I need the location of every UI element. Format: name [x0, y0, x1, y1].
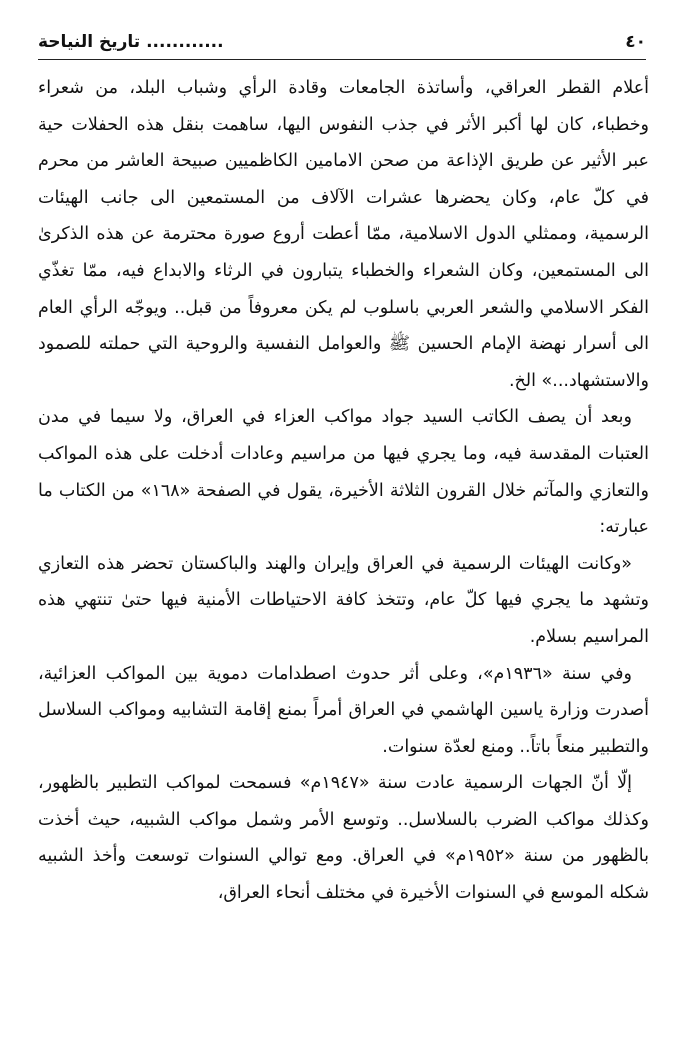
running-header — [38, 30, 646, 60]
header-title-leader: ............ — [146, 32, 224, 52]
body-text — [38, 70, 649, 912]
paragraph-1947-return: إلّا أنّ الجهات الرسمية عادت سنة «١٩٤٧م» فسمحت لمواكب التطبير بالظهور، وكذلك مواكب الضرب بالسلاسل.. وتوسع الأمر وشمل مواكب الشبيه، حيث أخذت بالظهور من سنة «١٩٥٢م» في العراق. ومع توالي السنوات توسعت وأخذ الشبيه شكله الموسع في السنوات الأخيرة في مختلف أنحاء العراق، — [38, 773, 649, 904]
running-header-title — [38, 32, 224, 52]
paragraph-author-intro: وبعد أن يصف الكاتب السيد جواد مواكب العزاء في العراق، ولا سيما في مدن العتبات المقدسة فيه، وما يجري فيها من مراسيم وعادات أدخلت على هذه المواكب والتعازي والمآتم خلال القرون الثلاثة الأخيرة، يقول في الصفحة «١٦٨» من الكتاب ما عبارته: — [38, 407, 649, 538]
paragraph-quote-continuation: أعلام القطر العراقي، وأساتذة الجامعات وقادة الرأي وشباب البلد، من شعراء وخطباء، كان لها أكبر الأثر في جذب النفوس اليها، ساهمت بنقل هذه الحفلات حية عبر الأثير عن طريق الإذاعة من صحن الامامين الكاظميين صبيحة العاشر من محرم في كلّ عام، وكان يحضرها عشرات الآلاف من المستمعين الى جانب الهيئات الرسمية، وممثلي الدول الاسلامية، ممّا أعطت أروع صورة محترمة عن هذه الذكرىٰ الى المستمعين، وكان الشعراء والخطباء يتبارون في الرثاء والابداع فيه، ممّا تغذّي الفكر الاسلامي والشعر العربي باسلوب لم يكن معروفاً من قبل.. ويوجّه الرأي العام الى أسرار نهضة الإمام الحسين ﷺ والعوامل النفسية والروحية التي حملته للصمود والاستشهاد...» الخ. — [38, 78, 649, 391]
header-title-text: تاريخ النياحة — [38, 32, 141, 52]
page-number: ٤٠ — [625, 32, 646, 52]
paragraph-official-bodies: «وكانت الهيئات الرسمية في العراق وإيران والهند والباكستان تحضر هذه التعازي وتشهد ما يجري فيها كلّ عام، وتتخذ كافة الاحتياطات الأمنية فيها حتىٰ تنتهي هذه المراسيم بسلام. — [38, 553, 649, 647]
header-divider — [38, 59, 646, 60]
paragraph-1936-ban: وفي سنة «١٩٣٦م»، وعلى أثر حدوث اصطدامات دموية بين المواكب العزائية، أصدرت وزارة ياسين الهاشمي في العراق أمراً بمنع إقامة التشابيه ومواكب السلاسل والتطبير منعاً باتاً.. ومنع لعدّة سنوات. — [38, 663, 649, 757]
